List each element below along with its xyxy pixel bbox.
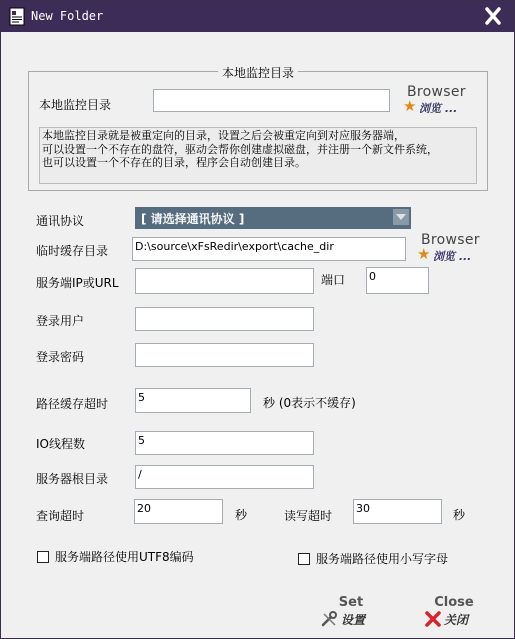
wrench-icon — [321, 611, 339, 627]
star-icon: ★ — [417, 245, 431, 263]
browse-label-en: Browser — [407, 84, 466, 100]
checkbox-box[interactable] — [298, 553, 310, 565]
description-line: 也可以设置一个不存在的目录，程序会自动创建目录。 — [42, 156, 306, 169]
server-input[interactable] — [135, 268, 314, 294]
rw-timeout-unit: 秒 — [453, 508, 466, 522]
protocol-label: 通讯协议 — [36, 214, 85, 228]
port-input[interactable]: 0 — [366, 267, 429, 294]
star-icon: ★ — [403, 97, 417, 115]
close-label-cn: 关闭 — [444, 613, 469, 627]
close-icon[interactable] — [484, 6, 502, 26]
lowercase-checkbox[interactable] — [298, 550, 448, 567]
local-dir-group-legend: 本地监控目录 — [218, 66, 298, 80]
close-label-en: Close — [434, 595, 474, 610]
local-dir-label: 本地监控目录 — [39, 98, 112, 112]
description-line: 本地监控目录就是被重定向的目录，设置之后会被重定向到对应服务器端， — [42, 129, 405, 142]
protocol-selected-value: [ 请选择通讯协议 ] — [141, 212, 245, 226]
folder-doc-icon — [9, 7, 25, 26]
path-cache-timeout-unit: 秒 (0表示不缓存) — [263, 396, 356, 410]
close-button[interactable] — [424, 595, 484, 635]
cache-dir-browse-button[interactable] — [417, 232, 479, 262]
login-password-input[interactable] — [135, 343, 314, 367]
io-threads-input[interactable]: 5 — [135, 431, 314, 455]
browse-label-cn: 浏览 ... — [433, 250, 472, 263]
local-dir-browse-button[interactable] — [403, 84, 465, 114]
port-label: 端口 — [321, 273, 346, 287]
login-user-input[interactable] — [135, 307, 314, 331]
browse-label-cn: 浏览 ... — [419, 102, 458, 115]
title-bar[interactable] — [1, 1, 514, 32]
server-label: 服务端IP或URL — [36, 276, 119, 290]
set-label-en: Set — [338, 595, 364, 610]
io-threads-label: IO线程数 — [36, 437, 85, 451]
set-label-cn: 设置 — [341, 613, 366, 627]
protocol-select[interactable] — [135, 207, 411, 229]
description-line: 可以设置一个不存在的盘符，驱动会帮你创建虚拟磁盘，并注册一个新文件系统， — [42, 142, 438, 156]
browse-label-en: Browser — [421, 232, 480, 248]
rw-timeout-label: 读写超时 — [284, 509, 333, 523]
login-user-label: 登录用户 — [36, 314, 85, 328]
path-cache-timeout-input[interactable]: 5 — [135, 388, 251, 413]
server-root-input[interactable]: / — [135, 465, 314, 489]
rw-timeout-input[interactable]: 30 — [353, 499, 442, 524]
query-timeout-unit: 秒 — [235, 508, 248, 522]
cache-dir-label: 临时缓存目录 — [36, 244, 109, 258]
local-dir-input[interactable] — [153, 89, 390, 112]
query-timeout-label: 查询超时 — [36, 509, 85, 523]
server-root-label: 服务器根目录 — [36, 472, 109, 486]
chevron-down-icon[interactable] — [393, 209, 409, 225]
login-password-label: 登录密码 — [36, 350, 85, 364]
cache-dir-input[interactable]: D:\source\xFsRedir\export\cache_dir — [132, 237, 406, 261]
close-red-icon — [424, 611, 442, 627]
checkbox-box[interactable] — [37, 551, 49, 563]
path-cache-timeout-label: 路径缓存超时 — [36, 397, 109, 411]
window-title: New Folder — [31, 9, 104, 23]
utf8-checkbox[interactable] — [37, 548, 194, 565]
local-dir-description — [39, 127, 477, 184]
query-timeout-input[interactable]: 20 — [134, 499, 223, 524]
lowercase-checkbox-label: 服务端路径使用小写字母 — [316, 552, 449, 566]
local-dir-group — [28, 66, 488, 191]
set-button[interactable] — [321, 595, 381, 635]
utf8-checkbox-label: 服务端路径使用UTF8编码 — [55, 550, 194, 564]
